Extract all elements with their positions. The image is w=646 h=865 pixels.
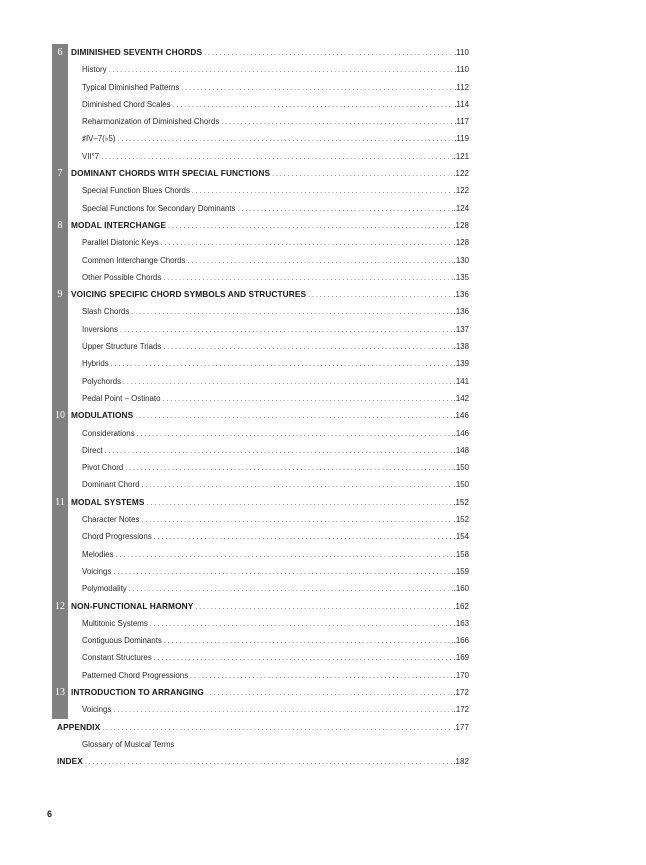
- dot-leader: [163, 270, 467, 287]
- toc-entry: [0, 442, 646, 459]
- toc-page-number: .114: [453, 96, 469, 113]
- dot-leader: [85, 754, 467, 771]
- dot-leader: [195, 599, 467, 616]
- toc-page-number: .112: [453, 79, 469, 96]
- toc-entry: [0, 182, 646, 199]
- dot-leader: [188, 253, 467, 270]
- chapter-number: 11: [55, 496, 65, 508]
- toc-entry-title: Character Notes: [82, 515, 140, 525]
- toc-page-number: .136: [452, 286, 469, 303]
- toc-entry-title: Contiguous Dominants: [82, 636, 162, 646]
- chapter-number: 8: [57, 219, 63, 231]
- dot-leader: [109, 62, 467, 79]
- toc-entry: [0, 667, 646, 684]
- toc-entry-title: DIMINISHED SEVENTH CHORDS: [71, 47, 203, 57]
- toc-entry: [0, 701, 646, 718]
- dot-leader: [161, 235, 467, 252]
- toc-page-number: .172: [453, 701, 469, 718]
- toc-page-number: .169: [453, 649, 469, 666]
- toc-entry: [0, 528, 646, 545]
- toc-entry: [0, 425, 646, 442]
- toc-heading: [0, 719, 646, 736]
- toc-page-number: .166: [453, 632, 469, 649]
- chapter-block: [0, 684, 646, 719]
- toc-heading: [0, 44, 646, 61]
- toc-page-number: .172: [452, 684, 469, 701]
- toc-entry-title: Diminished Chord Scales: [82, 99, 171, 109]
- toc-page-number: .122: [452, 165, 469, 182]
- toc-page-number: .117: [453, 113, 469, 130]
- dot-leader: [137, 426, 467, 443]
- toc-entry-title: Constant Structures: [82, 653, 152, 663]
- dot-leader: [111, 356, 467, 373]
- toc-entry-title: Voicings: [82, 705, 112, 715]
- toc-entry-title: Parallel Diatonic Keys: [82, 238, 159, 248]
- chapter-block: [0, 407, 646, 493]
- toc-entry: [0, 546, 646, 563]
- dot-leader: [135, 408, 467, 425]
- toc-entry: [0, 130, 646, 147]
- dot-leader: [181, 80, 467, 97]
- table-of-contents: [0, 44, 646, 770]
- chapter-number: 13: [55, 686, 65, 698]
- dot-leader: [141, 512, 467, 529]
- toc-page-number: .159: [453, 563, 469, 580]
- toc-entry-title: VII°7: [82, 151, 100, 161]
- toc-entry-title: Hybrids: [82, 359, 109, 369]
- toc-entry-title: DOMINANT CHORDS WITH SPECIAL FUNCTIONS: [71, 168, 271, 179]
- toc-page-number: .158: [453, 546, 469, 563]
- toc-page-number: .182: [452, 753, 469, 770]
- toc-page-number: .148: [453, 442, 469, 459]
- toc-entry-title: Chord Progressions: [82, 532, 152, 542]
- chapter-block: [0, 217, 646, 286]
- toc-entry-title: MODAL INTERCHANGE: [71, 219, 167, 230]
- toc-page-number: .150: [453, 459, 469, 476]
- toc-heading: [0, 286, 646, 303]
- dot-leader: [272, 166, 467, 183]
- toc-entry: [0, 338, 646, 355]
- chapter-number: 12: [55, 600, 65, 612]
- dot-leader: [168, 218, 467, 235]
- toc-page-number: .146: [453, 425, 469, 442]
- chapter-number: 6: [57, 47, 63, 58]
- dot-leader: [204, 45, 467, 62]
- toc-entry: [0, 200, 646, 217]
- toc-entry: [0, 303, 646, 320]
- toc-entry-title: Dominant Chord: [82, 480, 140, 490]
- dot-leader: [206, 685, 467, 702]
- toc-entry-title: VOICING SPECIFIC CHORD SYMBOLS AND STRUCTURES: [71, 289, 307, 300]
- toc-page-number: .128: [453, 234, 469, 251]
- toc-entry: [0, 113, 646, 130]
- dot-leader: [105, 443, 467, 460]
- toc-page-number: .124: [453, 200, 469, 217]
- toc-entry: [0, 321, 646, 338]
- dot-leader: [154, 650, 467, 667]
- toc-entry-title: INDEX: [57, 756, 83, 767]
- toc-entry: [0, 148, 646, 165]
- toc-page-number: .142: [453, 390, 469, 407]
- toc-page-number: .121: [453, 148, 469, 165]
- dot-leader: [118, 131, 467, 148]
- toc-page-number: .170: [453, 667, 469, 684]
- toc-entry-title: Upper Structure Triads: [82, 342, 162, 352]
- toc-entry-title: APPENDIX: [57, 721, 101, 732]
- toc-entry: [0, 79, 646, 96]
- toc-entry-title: Patterned Chord Progressions: [82, 670, 189, 680]
- toc-heading: [0, 753, 646, 770]
- dot-leader: [190, 668, 467, 685]
- toc-entry-title: Considerations: [82, 428, 135, 438]
- toc-page-number: .152: [452, 494, 469, 511]
- toc-page-number: .146: [452, 407, 469, 424]
- toc-entry-title: MODULATIONS: [71, 410, 134, 421]
- toc-entry: [0, 736, 646, 753]
- toc-heading: [0, 684, 646, 701]
- toc-entry: [0, 459, 646, 476]
- dot-leader: [238, 201, 467, 218]
- chapter-block: [0, 598, 646, 684]
- dot-leader: [113, 564, 467, 581]
- toc-entry-title: Glossary of Musical Terms: [82, 739, 175, 749]
- toc-entry-title: Polychords: [82, 376, 122, 386]
- toc-entry-title: Inversions: [82, 324, 118, 334]
- toc-page-number: .154: [453, 528, 469, 545]
- toc-entry: [0, 390, 646, 407]
- toc-page-number: .137: [453, 321, 469, 338]
- dot-leader: [163, 391, 467, 408]
- toc-page-number: .163: [453, 615, 469, 632]
- toc-entry-title: Common Interchange Chords: [82, 255, 186, 265]
- toc-entry-title: Other Possible Chords: [82, 272, 162, 282]
- chapter-block: [0, 165, 646, 217]
- toc-entry: [0, 252, 646, 269]
- toc-entry-title: History: [82, 65, 107, 75]
- toc-entry: [0, 234, 646, 251]
- toc-page-number: .128: [452, 217, 469, 234]
- toc-entry-title: Voicings: [82, 566, 112, 576]
- chapter-number: 7: [57, 168, 63, 180]
- toc-entry: [0, 615, 646, 632]
- toc-entry-title: Direct: [82, 445, 103, 455]
- toc-entry: [0, 61, 646, 78]
- toc-page-number: .141: [453, 373, 469, 390]
- dot-leader: [164, 633, 467, 650]
- toc-entry: [0, 373, 646, 390]
- toc-entry-title: Special Functions for Secondary Dominants: [82, 203, 236, 213]
- chapter-number: 10: [55, 410, 65, 422]
- dot-leader: [308, 287, 467, 304]
- toc-entry-title: Slash Chords: [82, 307, 130, 317]
- toc-page-number: .136: [453, 303, 469, 320]
- toc-entry: [0, 511, 646, 528]
- toc-entry-title: ♯IV–7(♭5): [82, 134, 116, 144]
- dot-leader: [120, 322, 467, 339]
- toc-entry: [0, 355, 646, 372]
- dot-leader: [101, 149, 467, 166]
- toc-entry-title: Polymodality: [82, 584, 127, 594]
- chapter-number: 9: [57, 289, 63, 301]
- toc-page-number: .139: [453, 355, 469, 372]
- dot-leader: [192, 183, 467, 200]
- toc-page-number: .177: [452, 719, 469, 736]
- dot-leader: [150, 616, 467, 633]
- toc-heading: [0, 217, 646, 234]
- toc-entry: [0, 96, 646, 113]
- dot-leader: [141, 477, 467, 494]
- toc-entry-title: NON-FUNCTIONAL HARMONY: [71, 600, 194, 611]
- toc-page-number: .110: [453, 61, 469, 78]
- toc-entry-title: Special Function Blues Chords: [82, 186, 190, 196]
- toc-page-number: .150: [453, 476, 469, 493]
- dot-leader: [131, 304, 467, 321]
- toc-entry-title: Pedal Point – Ostinato: [82, 393, 161, 403]
- toc-entry: [0, 632, 646, 649]
- toc-entry-title: INTRODUCTION TO ARRANGING: [71, 686, 204, 697]
- dot-leader: [163, 339, 467, 356]
- toc-entry: [0, 563, 646, 580]
- toc-heading: [0, 494, 646, 511]
- chapter-block: [0, 44, 646, 165]
- toc-page-number: .135: [453, 269, 469, 286]
- toc-page-number: .119: [453, 130, 469, 147]
- dot-leader: [129, 581, 467, 598]
- toc-entry: [0, 269, 646, 286]
- toc-page-number: .122: [453, 182, 469, 199]
- dot-leader: [116, 547, 467, 564]
- toc-entry: [0, 649, 646, 666]
- toc-page-number: .162: [452, 598, 469, 615]
- dot-leader: [221, 114, 467, 131]
- toc-entry-title: Melodies: [82, 549, 114, 559]
- dot-leader: [147, 495, 467, 512]
- toc-heading: [0, 598, 646, 615]
- toc-entry: [0, 476, 646, 493]
- dot-leader: [123, 374, 467, 391]
- dot-leader: [113, 702, 467, 719]
- toc-page-number: .130: [453, 252, 469, 269]
- toc-entry-title: Pivot Chord: [82, 463, 124, 473]
- toc-entry-title: Reharmonization of Diminished Chords: [82, 117, 220, 127]
- chapter-block: [0, 494, 646, 598]
- dot-leader: [125, 460, 467, 477]
- toc-page-number: .138: [453, 338, 469, 355]
- dot-leader: [173, 97, 467, 114]
- toc-heading: [0, 165, 646, 182]
- page-number: 6: [47, 809, 53, 819]
- dot-leader: [102, 720, 467, 737]
- toc-entry-title: Multitonic Systems: [82, 618, 148, 628]
- dot-leader: [154, 529, 467, 546]
- toc-page-number: .152: [453, 511, 469, 528]
- toc-page-number: .110: [453, 44, 469, 61]
- toc-entry-title: Typical Diminished Patterns: [82, 82, 180, 92]
- toc-entry-title: MODAL SYSTEMS: [71, 496, 145, 507]
- toc-heading: [0, 407, 646, 424]
- chapter-block: [0, 286, 646, 407]
- toc-entry: [0, 580, 646, 597]
- toc-page-number: .160: [453, 580, 469, 597]
